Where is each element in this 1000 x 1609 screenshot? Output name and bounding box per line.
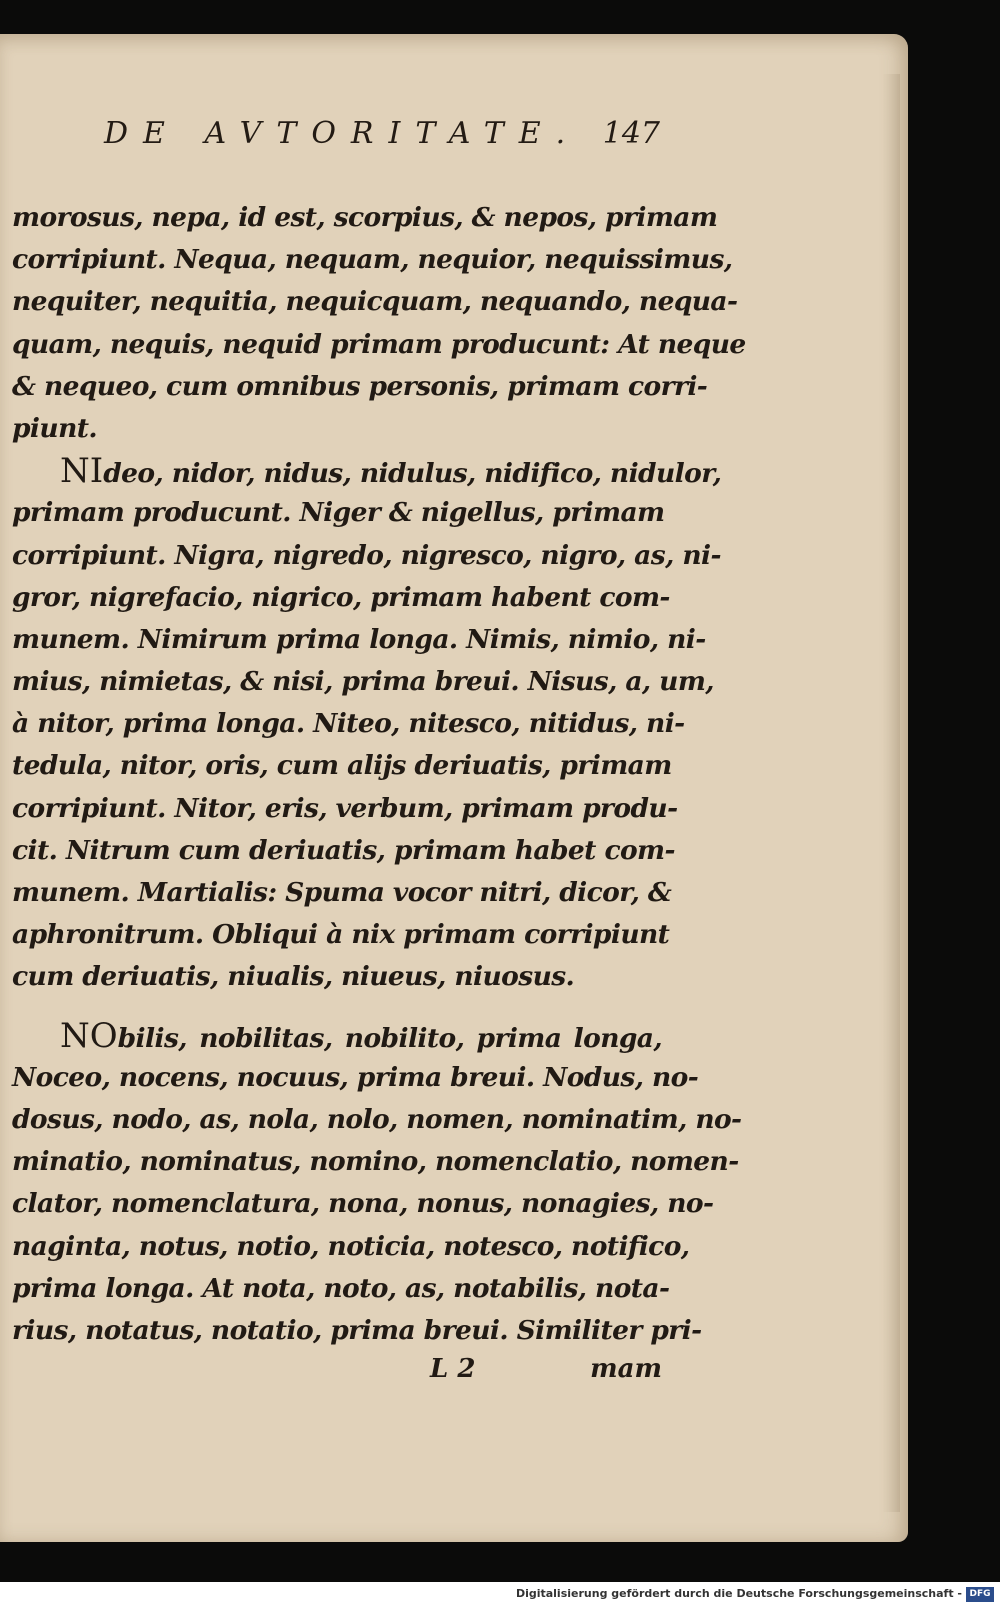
line-text: naginta, notus, notio, noticia, notesco, notifico, bbox=[12, 1230, 690, 1262]
line-text: & nequeo, cum omnibus personis, primam corri- bbox=[12, 370, 708, 402]
body-text bbox=[12, 197, 746, 1352]
text-line bbox=[12, 1099, 742, 1141]
paragraph-initial: NI bbox=[60, 451, 104, 492]
line-text: piunt. bbox=[12, 412, 97, 444]
line-text: minatio, nominatus, nomino, nomenclatio, nomen- bbox=[12, 1146, 739, 1178]
line-text: morosus, nepa, id est, scorpius, & nepos, primam bbox=[12, 202, 718, 233]
line-text: cit. Nitrum cum deriuatis, primam habet com- bbox=[12, 834, 675, 866]
text-line bbox=[12, 1268, 670, 1310]
text-line bbox=[12, 745, 672, 787]
text-line bbox=[12, 239, 733, 281]
running-title: DE AVTORITATE. bbox=[104, 116, 581, 151]
line-text: primam producunt. Niger & nigellus, primam bbox=[12, 497, 665, 529]
text-line bbox=[12, 914, 670, 956]
text-line bbox=[12, 619, 706, 661]
text-line bbox=[12, 197, 718, 239]
line-text: mius, nimietas, & nisi, prima breui. Nisus, a, um, bbox=[12, 666, 714, 698]
paragraph-gap bbox=[12, 999, 662, 1015]
credit-bar bbox=[0, 1582, 1000, 1609]
line-text: dosus, nodo, as, nola, nolo, nomen, nominatim, no- bbox=[12, 1103, 742, 1135]
text-line bbox=[12, 281, 738, 323]
page-number: 147 bbox=[602, 116, 660, 151]
text-line bbox=[12, 535, 721, 577]
line-text: quam, nequis, nequid primam producunt: At neque bbox=[12, 328, 746, 360]
text-line bbox=[12, 830, 675, 872]
text-line bbox=[12, 1310, 702, 1352]
line-text: munem. Martialis: Spuma vocor nitri, dicor, & bbox=[12, 877, 672, 908]
line-text: prima longa. At nota, noto, as, notabilis, nota- bbox=[12, 1272, 670, 1304]
line-text: gror, nigrefacio, nigrico, primam habent com- bbox=[12, 581, 670, 613]
credit-text: Digitalisierung gefördert durch die Deutsche Forschungsgemeinschaft - bbox=[515, 1587, 962, 1600]
text-line bbox=[12, 366, 708, 408]
text-line bbox=[12, 1015, 662, 1057]
page-header bbox=[104, 116, 660, 160]
text-line bbox=[12, 408, 662, 450]
text-line bbox=[12, 324, 746, 366]
text-line bbox=[12, 450, 722, 492]
line-text: à nitor, prima longa. Niteo, nitesco, nitidus, ni- bbox=[12, 708, 685, 740]
line-text: cum deriuatis, niualis, niueus, niuosus. bbox=[12, 961, 575, 993]
line-text: corripiunt. Nequa, nequam, nequior, nequissimus, bbox=[12, 244, 733, 276]
text-line bbox=[12, 788, 678, 830]
line-text: clator, nomenclatura, nona, nonus, nonagies, no- bbox=[12, 1188, 714, 1220]
line-text: nequiter, nequitia, nequicquam, nequando, nequa- bbox=[12, 286, 738, 318]
line-text: rius, notatus, notatio, prima breui. Similiter pri- bbox=[12, 1314, 702, 1346]
catchword: mam bbox=[590, 1354, 662, 1384]
text-line bbox=[12, 577, 670, 619]
text-line bbox=[12, 872, 672, 914]
line-text: aphronitrum. Obliqui à nix primam corripiunt bbox=[12, 919, 670, 951]
line-text: corripiunt. Nitor, eris, verbum, primam produ- bbox=[12, 792, 678, 824]
text-line bbox=[12, 1057, 699, 1099]
line-text: munem. Nimirum prima longa. Nimis, nimio, ni- bbox=[12, 623, 706, 655]
text-line bbox=[12, 956, 662, 998]
signature-mark: L 2 bbox=[430, 1354, 476, 1384]
text-line bbox=[12, 703, 685, 745]
line-text: bilis, nobilitas, nobilito, prima longa, bbox=[117, 1022, 662, 1054]
book-page bbox=[0, 34, 908, 1542]
text-line bbox=[12, 661, 714, 703]
text-line bbox=[12, 1141, 739, 1183]
line-text: tedula, nitor, oris, cum alijs deriuatis, primam bbox=[12, 750, 672, 782]
text-line bbox=[12, 1226, 690, 1268]
page-footer bbox=[430, 1354, 662, 1394]
dfg-logo-icon: DFG bbox=[966, 1587, 994, 1602]
line-text: deo, nidor, nidus, nidulus, nidifico, nidulor, bbox=[103, 458, 722, 490]
line-text: Noceo, nocens, nocuus, prima breui. Nodus, no- bbox=[12, 1061, 699, 1093]
paragraph-initial: NO bbox=[60, 1015, 118, 1056]
line-text: corripiunt. Nigra, nigredo, nigresco, nigro, as, ni- bbox=[12, 539, 721, 571]
text-line bbox=[12, 492, 665, 534]
text-line bbox=[12, 1183, 714, 1225]
